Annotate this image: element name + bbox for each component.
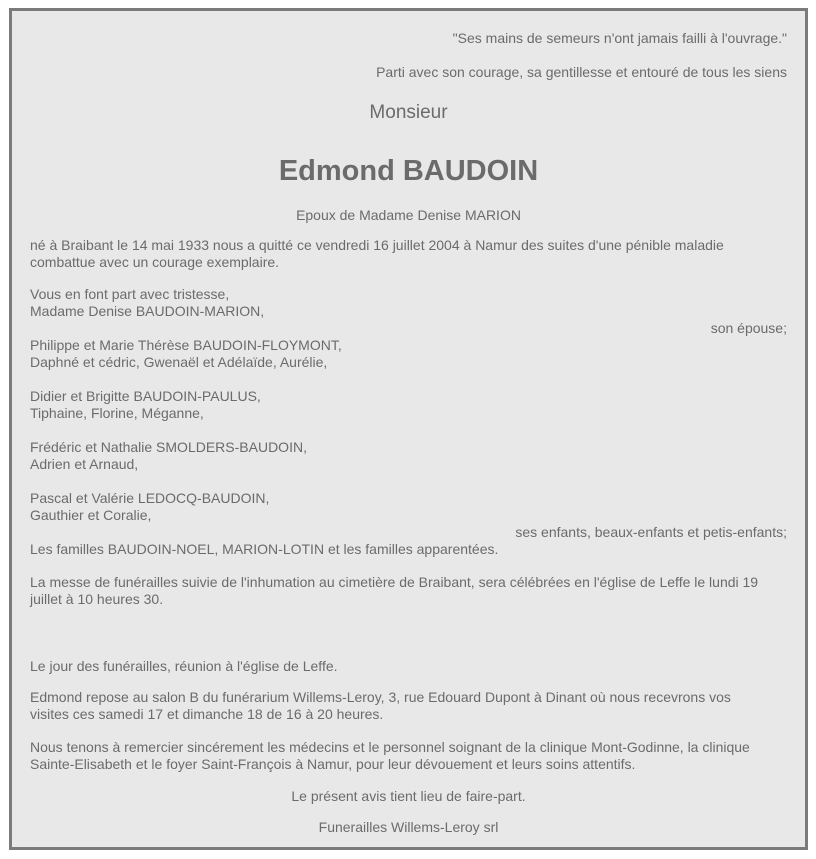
spouse-role: son épouse; xyxy=(710,320,787,336)
related-families: Les familles BAUDOIN-NOEL, MARION-LOTIN et les familles apparentées. xyxy=(30,541,499,557)
intro-line: Parti avec son courage, sa gentillesse et entouré de tous les siens xyxy=(376,64,787,80)
children-role: ses enfants, beaux-enfants et petis-enfants; xyxy=(515,524,787,540)
announcement-paragraph: Vous en font part avec tristesse, Madame Denise BAUDOIN-MARION, xyxy=(30,286,265,319)
faire-part-line: Le présent avis tient lieu de faire-part. xyxy=(291,788,526,804)
epigraph-quote: "Ses mains de semeurs n'ont jamais failli à l'ouvrage." xyxy=(452,30,787,46)
family-group: Frédéric et Nathalie SMOLDERS-BAUDOIN, Adrien et Arnaud, xyxy=(30,439,307,472)
family-group: Didier et Brigitte BAUDOIN-PAULUS, Tiphaine, Florine, Méganne, xyxy=(30,388,261,421)
family-group: Philippe et Marie Thérèse BAUDOIN-FLOYMONT, Daphné et cédric, Gwenaël et Adélaïde, Aurélie, xyxy=(30,337,342,370)
funeral-home: Funerailles Willems-Leroy srl xyxy=(318,819,499,835)
family-group: Pascal et Valérie LEDOCQ-BAUDOIN, Gauthier et Coralie, xyxy=(30,490,270,523)
obituary-card xyxy=(9,8,808,850)
funeral-mass-paragraph: La messe de funérailles suivie de l'inhumation au cimetière de Braibant, sera célébrées en l'église de Leffe le lundi 19 juillet à 10 heures 30. xyxy=(30,574,759,607)
spouse-line: Epoux de Madame Denise MARION xyxy=(296,207,521,223)
honorific-title: Monsieur xyxy=(369,102,448,123)
birth-death-paragraph: né à Braibant le 14 mai 1933 nous a quitté ce vendredi 16 juillet 2004 à Namur des suites d'une pénible maladie combattue avec un courage exemplaire. xyxy=(30,237,724,270)
resting-place-paragraph: Edmond repose au salon B du funérarium Willems-Leroy, 3, rue Edouard Dupont à Dinant où nous recevrons vos visites ces samedi 17 et dimanche 18 de 16 à 20 heures. xyxy=(30,689,731,722)
deceased-name: Edmond BAUDOIN xyxy=(278,155,539,187)
gathering-line: Le jour des funérailles, réunion à l'église de Leffe. xyxy=(30,658,338,674)
thanks-paragraph: Nous tenons à remercier sincérement les médecins et le personnel soignant de la clinique Mont-Godinne, la clinique Sainte-Elisabeth et le foyer Saint-François à Namur, pour leur dévouement et leurs soins attentifs. xyxy=(30,739,750,772)
